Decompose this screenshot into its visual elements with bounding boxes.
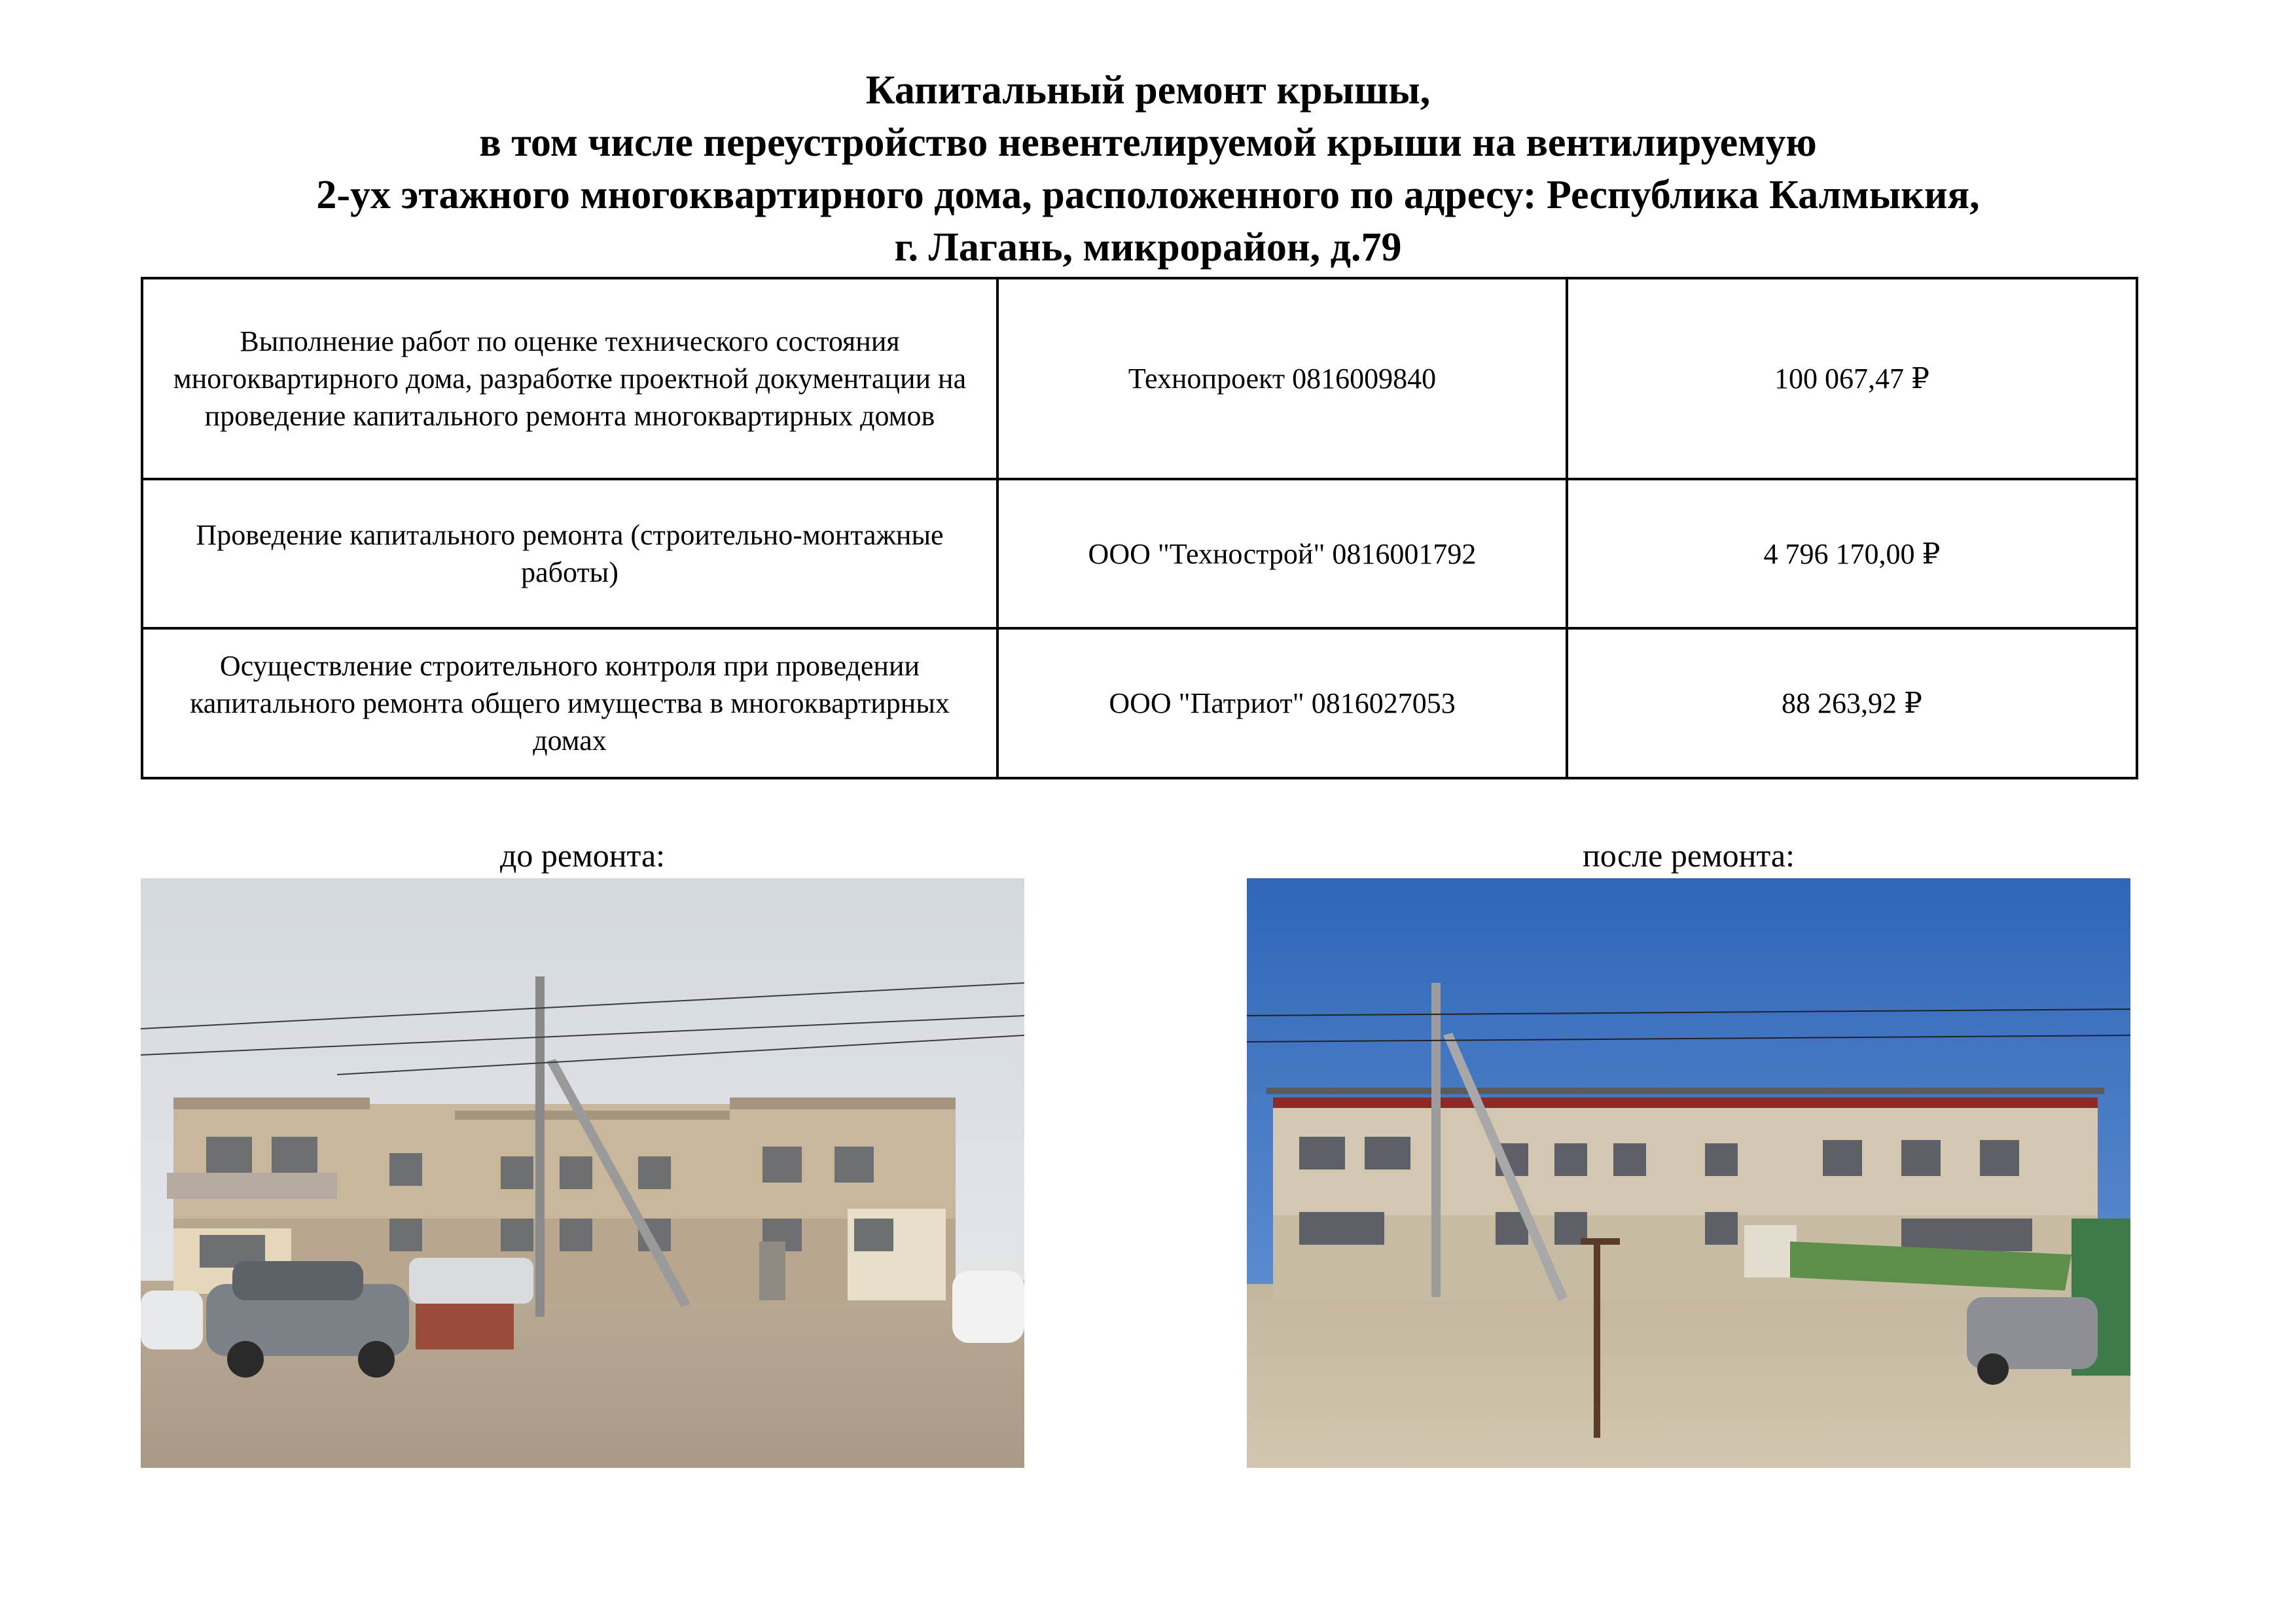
title-line-4: г. Лагань, микрорайон, д.79 xyxy=(894,225,1402,270)
table-row xyxy=(142,278,2137,479)
before-repair-caption: до ремонта: xyxy=(499,837,666,874)
after-repair-caption: после ремонта: xyxy=(1583,837,1795,874)
amount: 88 263,92 ₽ xyxy=(1567,628,2137,778)
contractor: Технопроект 0816009840 xyxy=(997,278,1567,479)
amount: 4 796 170,00 ₽ xyxy=(1567,479,2137,628)
contractor: ООО "Патриот" 0816027053 xyxy=(997,628,1567,778)
table-row xyxy=(142,628,2137,778)
before-repair-photo xyxy=(141,878,1024,1468)
after-repair-photo xyxy=(1247,878,2130,1468)
work-description: Осуществление строительного контроля при проведении капитального ремонта общего имущества в многоквартирных домах xyxy=(142,628,997,778)
work-description: Выполнение работ по оценке технического состояния многоквартирного дома, разработке проектной документации на проведение капитального ремонта многоквартирных домов xyxy=(142,278,997,479)
title-line-2: в том числе переустройство невентелируемой крыши на вентилируемую xyxy=(479,120,1817,165)
table-row xyxy=(142,479,2137,628)
works-table xyxy=(141,277,2138,779)
title-line-3: 2-ух этажного многоквартирного дома, расположенного по адресу: Республика Калмыкия, xyxy=(316,173,1980,217)
work-description: Проведение капитального ремонта (строительно-монтажные работы) xyxy=(142,479,997,628)
document-title xyxy=(0,64,2296,274)
amount: 100 067,47 ₽ xyxy=(1567,278,2137,479)
title-line-1: Капитальный ремонт крышы, xyxy=(865,68,1431,113)
contractor: ООО "Технострой" 0816001792 xyxy=(997,479,1567,628)
